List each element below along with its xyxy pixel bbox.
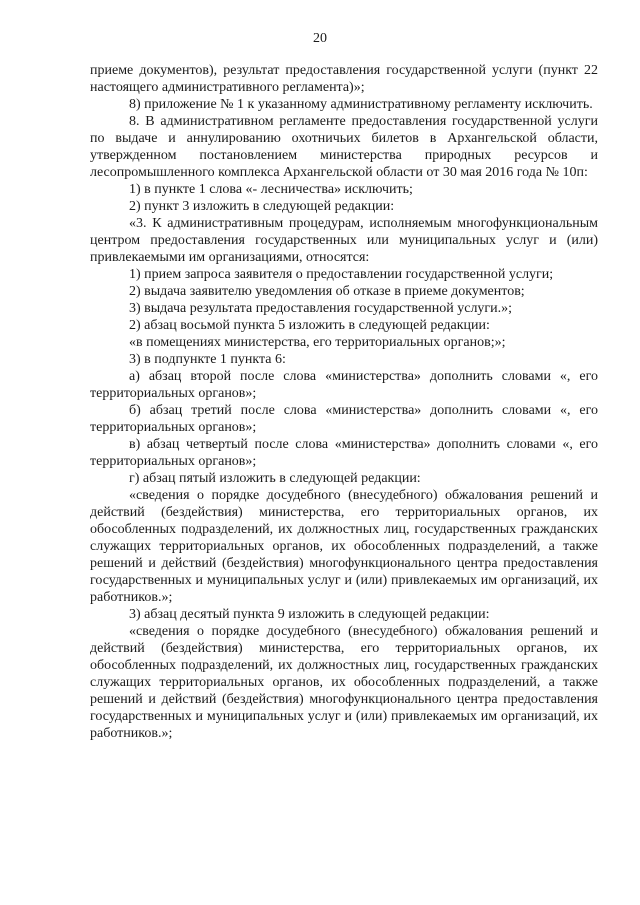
document-body [90, 62, 598, 742]
paragraph: 2) пункт 3 изложить в следующей редакции: [129, 199, 395, 214]
paragraph: 3) выдача результата предоставления государственной услуги.»; [129, 301, 513, 316]
paragraph: 3) абзац десятый пункта 9 изложить в следующей редакции: [129, 607, 490, 622]
paragraph: 2) выдача заявителю уведомления об отказе в приеме документов; [129, 284, 525, 299]
paragraph: 1) в пункте 1 слова «- лесничества» исключить; [129, 182, 413, 197]
paragraph: в) абзац четвертый после слова «министерства» дополнить словами «, его территориальных органов»; [90, 437, 598, 469]
paragraph: «3. К административным процедурам, исполняемым многофункциональным центром предоставления государственных или муниципальных услуг и (или) привлекаемыми им организациями, относятся: [90, 216, 598, 265]
paragraph: приеме документов), результат предоставления государственной услуги (пункт 22 настоящего административного регламента)»; [90, 63, 598, 95]
paragraph: 3) в подпункте 1 пункта 6: [129, 352, 286, 367]
paragraph: 8) приложение № 1 к указанному административному регламенту исключить. [129, 97, 593, 112]
paragraph: «сведения о порядке досудебного (внесудебного) обжалования решений и действий (бездействия) министерства, его территориальных органов, их обособленных подразделений, их должностных лиц, государственных гражданских служащих территориальных органов, их обособленных подразделений, а также решений и действий (бездействия) многофункционального центра предоставления государственных и муниципальных услуг и (или) привлекаемых им организаций, их работников.»; [90, 624, 598, 741]
paragraph: а) абзац второй после слова «министерства» дополнить словами «, его территориальных органов»; [90, 369, 598, 401]
paragraph: г) абзац пятый изложить в следующей редакции: [129, 471, 421, 486]
paragraph: «в помещениях министерства, его территориальных органов;»; [129, 335, 506, 350]
page-number: 20 [313, 31, 327, 46]
paragraph: 8. В административном регламенте предоставления государственной услуги по выдаче и аннулированию охотничьих билетов в Архангельской области, утвержденном постановлением министерства природных ресурсов и лесопромышленного комплекса Архангельской области от 30 мая 2016 года № 10п: [90, 114, 598, 180]
paragraph: б) абзац третий после слова «министерства» дополнить словами «, его территориальных органов»; [90, 403, 598, 435]
paragraph: 2) абзац восьмой пункта 5 изложить в следующей редакции: [129, 318, 490, 333]
paragraph: «сведения о порядке досудебного (внесудебного) обжалования решений и действий (бездействия) министерства, его территориальных органов, их обособленных подразделений, их должностных лиц, государственных гражданских служащих территориальных органов, их обособленных подразделений, а также решений и действий (бездействия) многофункционального центра предоставления государственных и муниципальных услуг и (или) привлекаемых им организаций, их работников.»; [90, 488, 598, 605]
paragraph: 1) прием запроса заявителя о предоставлении государственной услуги; [129, 267, 554, 282]
